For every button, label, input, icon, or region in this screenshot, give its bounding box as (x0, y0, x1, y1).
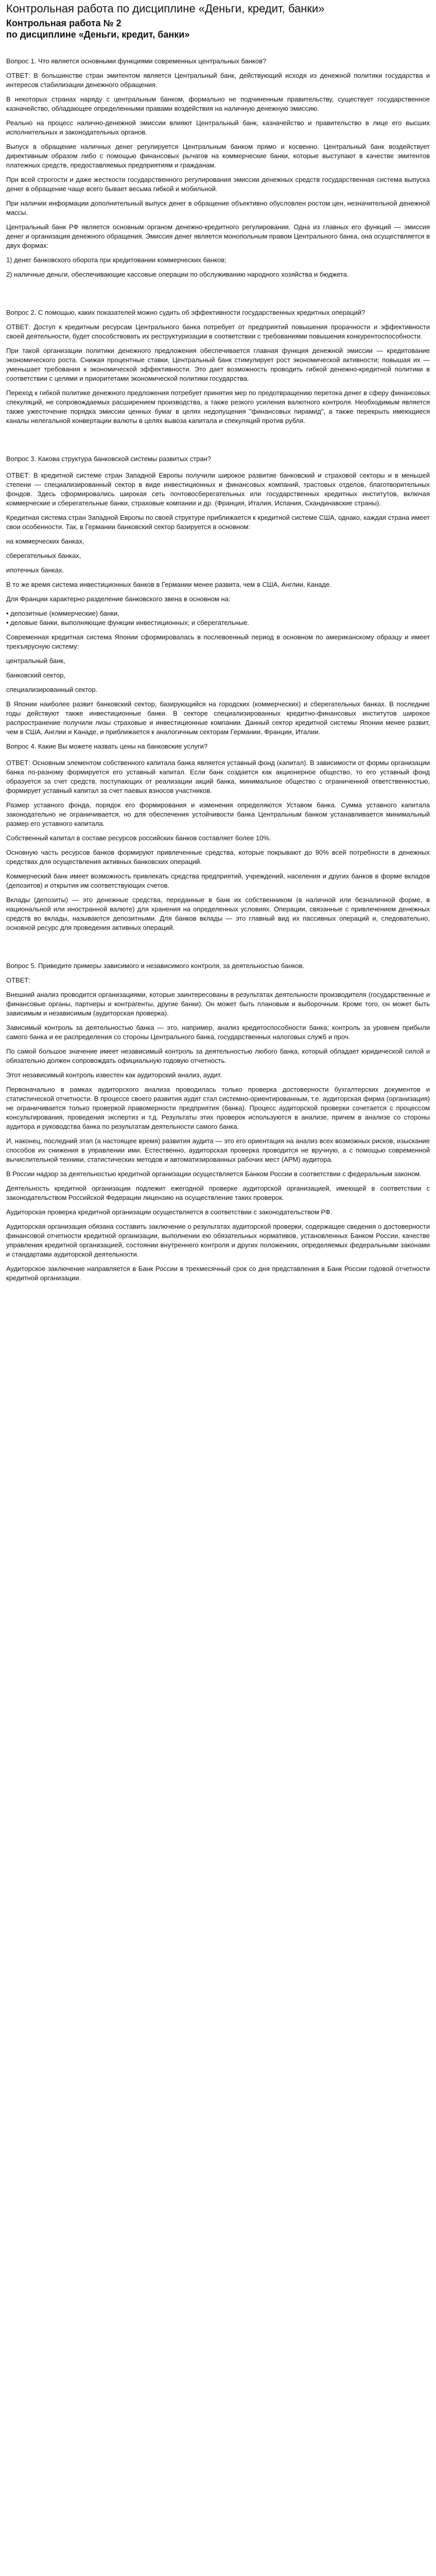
paragraph: При наличии информации дополнительный выпуск денег в обращение объективно обусловлен ростом цен, незначительной денежной массы. (6, 199, 430, 216)
paragraph: Выпуск в обращение наличных денег регулируется Центральным банком прямо и косвенно. Центральный банк воздействует директивным образом либо с помощью финансовых рычагов на коммерческие банки, которые выступают в качестве эмитентов платежных средств, предоставляемых предприятиям и гражданам. (6, 143, 430, 169)
document-subtitle: Контрольная работа № 2 (6, 18, 121, 28)
document-title: Контрольная работа по дисциплине «Деньги, кредит, банки» (6, 2, 325, 15)
paragraph: По самой большое значение имеет независимый контроль за деятельностью любого банка, который обладает юридической силой и обязательно должен сопровождать официальную годовую отчетность. (6, 1047, 430, 1064)
paragraph: 1) денег банковского оборота при кредитовании коммерческих банков; (6, 256, 226, 264)
paragraph: Аудиторская проверка кредитной организации осуществляется в соответствии с законодательством РФ. (6, 1208, 333, 1216)
paragraph: Размер уставного фонда, порядок его формирования и изменения определяются Уставом банка. Сумма уставного капитала законодательно не ограничивается, но для обеспечения устойчивости банка Центральным банком устанавливается минимальный размер его уставного капитала. (6, 801, 430, 827)
paragraph: Основную часть ресурсов банков формируют привлеченные средства, которые покрывают до 90% всей потребности в денежных средствах для осуществления активных банковских операций. (6, 849, 430, 866)
document-body (6, 57, 430, 1283)
paragraph: При всей строгости и даже жесткости государственного регулирования эмиссии денежных средств государственная система выпуска денег в обращение чаще всего бывает весьма гибкой и мобильной. (6, 176, 430, 193)
paragraph: Вклады (депозиты) — это денежные средства, переданные в банк их собственником (в наличной или безналичной форме, в национальной или иностранной валюте) для хранения на определенных условиях. Операции, связанные с привлечением денежных средств во вклады, называются депозитными. Для банков вклады — это главный вид их пассивных операций и, следовательно, основной ресурс для проведения активных операций. (6, 896, 430, 931)
paragraph: В Японии наиболее развит банковский сектор, базирующийся на городских (коммерческих) и сберегательных банках. В последние годы действуют также инвестиционные банки. В секторе специализированных кредитно-финансовых институтов широкое распространение получили лизы страховые и инвестиционные компании. Данный сектор кредитной системы Японии менее развит, чем в США, Англии и Канаде, и приближается к аналогичным секторам Германии, Франции, Италии. (6, 700, 430, 736)
paragraph: Этот независимый контроль известен как аудиторский анализ, аудит. (6, 1071, 222, 1079)
question-heading: Вопрос 1. Что является основными функциями современных центральных банков? (6, 57, 267, 65)
paragraph: При такой организации политики денежного предложения обеспечивается главная функция денежной эмиссии — кредитование экономического роста. Снижая процентные ставки, Центральный банк стимулирует рост экономической активности; повышая их — уменьшает требования к экономической эффективности. Это дает возможность проводить гибкой денежно-кредитной политики в соответствии с целями и приоритетами экономической политики государства. (6, 347, 430, 382)
paragraph: ипотечных банках. (6, 566, 64, 574)
paragraph: Коммерческий банк имеет возможность привлекать средства предприятий, учреждений, населения и других банков в форме вкладов (депозитов) и открытия им соответствующих счетов. (6, 872, 430, 889)
paragraph: Реально на процесс налично-денежной эмиссии влияют Центральный банк, казначейство и правительство в лице его высших исполнительных и законодательных органов. (6, 119, 430, 136)
question-heading: Вопрос 4. Какие Вы можете назвать цены на банковские услуги? (6, 742, 208, 750)
paragraph: центральный банк, (6, 657, 65, 665)
paragraph: В некоторых странах наряду с центральным банком, формально не подчиненным правительству, существует государственное казначейство, обладающее определенными правами воздействия на наличную денежную эмиссию. (6, 95, 430, 112)
answer-paragraph: ОТВЕТ: Доступ к кредитным ресурсам Центрального банка потребует от предприятий повышения прорачности и эффективности своей деятельности, будет способствовать их реструктуризации в соответствии с требованиями повышения конкурентоспособности. (6, 323, 430, 340)
answer-paragraph: ОТВЕТ: (6, 976, 30, 984)
paragraph: Аудиторская организация обязана составить заключение о результатах аудиторской проверки, содержащее сведения о достоверности финансовой отчетности кредитной организации, выполнении ею обязательных нормативов, установленных Банком России, качестве управления кредитной организацией, состоянии внутреннего контроля и других положениях, определяемых федеральными законами и стандартами аудиторской деятельности. (6, 1223, 430, 1258)
answer-paragraph: ОТВЕТ: Основным элементом собственного капитала банка является уставный фонд (капитал). В зависимости от формы организации банка по-разному формируется его уставный капитал. Если банк создается как акционерное общество, то его уставный фонд образуется за счет средств, поступающих от реализации акций банка, минимальное общество с ограниченной ответственностью, формирует уставный капитал за счет паевых взносов участников. (6, 759, 430, 794)
document-discipline: по дисциплине «Деньги, кредит, банки» (6, 29, 190, 40)
paragraph: В России надзор за деятельностью кредитной организации осуществляется Банком России в соответствии с федеральным законом. (6, 1170, 422, 1178)
paragraph: И, наконец, последний этап (а настоящее время) развития аудита — это его ориентация на анализ всех возможных рисков, изыскание способов их снижения в управлении ими. Естественно, аудиторская проверка проводится не вручную, а с помощью современной вычислительной техники, статистических методов и автоматизированных рабочих мест (АРМ) аудитора. (6, 1137, 430, 1163)
paragraph: 2) наличные деньги, обеспечивающие кассовые операции по обслуживанию народного хозяйства и бюджета. (6, 270, 349, 278)
bullet-list: • депозитные (коммерческие) банки, • деловые банки, выполняющие функции инвестиционных; и сберегательные. (6, 609, 250, 626)
paragraph: В то же время система инвестиционных банков в Германии менее развита, чем в США, Англии, Канаде. (6, 581, 332, 588)
paragraph: банковский сектор, (6, 671, 66, 679)
answer-paragraph: ОТВЕТ: В кредитной системе стран Западной Европы получили широкое развитие банковский и страховой секторы и в меньшей степени — специализированный сектор в виде инвестиционных и финансовых компаний, трастовых отделов, благотворительных фондов. Здесь сформировались широкая сеть почтовосберегательных или государственных кредитных институтов, включая коммерческие и сберегательные банки, страховые компании и др. (Франция, Италия, Испания, Скандинавские страны). (6, 471, 430, 507)
paragraph: Переход к гибкой политике денежного предложения потребует принятия мер по предотвращению перетока денег в сферу финансовых спекуляций, не сопровождаемых расширением производства, а также резкого усиления валютного контроля. Необходимым является также ужесточение порядка эмиссии ценных бумаг в целях недопущения "финансовых пирамид", а также перекрыть имеющиеся каналы нелегальной конвертации валюты в целях вывоза капитала и спекуляций против рубля. (6, 389, 430, 425)
paragraph: Для Франции характерно разделение банковского звена в основном на: (6, 595, 231, 603)
paragraph: Первоначально в рамках аудиторского анализа проводилась только проверка достоверности бухгалтерских документов и статистической отчетности. В процессе своего развития аудит стал системно-ориентированным, т.е. аудиторская фирма (организация) не ограничивается только проверкой правомерности предприятия (банка). Процесс аудиторской проверки сочетается с процессом консультирования, проведения экспертиз и т.д. Результаты этих проверок используются в анализе, причем в анализе со стороны аудитора и руководства банка по результатам деятельности самого банка. (6, 1086, 430, 1130)
paragraph: специализированный сектор. (6, 686, 98, 693)
answer-paragraph: ОТВЕТ: В большинстве стран эмитентом является Центральный банк, действующий исходя из денежной политики государства и интересов стабилизации денежного обращения. (6, 72, 430, 89)
question-heading: Вопрос 5. Приведите примеры зависимого и независимого контроля, за деятельностью банков. (6, 962, 305, 970)
paragraph: Аудиторское заключение направляется в Банк России в трехмесячный срок со дня представления в Банк России годовой отчетности кредитной организации. (6, 1265, 430, 1282)
paragraph: Кредитная система стран Западной Европы по своей структуре приближается к кредитной системе США, однако, каждая страна имеет свои особенности. Так, в Германии банковский сектор базируется в основном: (6, 514, 430, 531)
paragraph: Центральный банк РФ является основным органом денежно-кредитного регулирования. Одна из главных его функций — эмиссия денег и организация денежного обращения. Эмиссия денег является монопольным правом Центрального банка, она осуществляется в двух формах: (6, 223, 430, 249)
paragraph: Современная кредитная система Японии сформировалась в послевоенный период в основном по американскому образцу и имеет трехъярусную систему: (6, 633, 430, 650)
paragraph: Зависимый контроль за деятельностью банка — это, например, анализ кредитоспособности банка; контроль за уровнем прибыли самого банка и ее распределения со стороны Центрального банка, государственных налоговых служб и проч. (6, 1024, 430, 1041)
paragraph: Собственный капитал в составе ресурсов российских банков составляет более 10%. (6, 834, 271, 842)
paragraph: Внешний анализ проводится организациями, которые заинтересованы в результатах деятельности производителя (государственные и финансовые органы, партнеры и контрагенты, другие банки). Он может быть плановым и выборочным. Кроме того, он может быть зависимым и независимым (аудиторская проверка). (6, 991, 430, 1017)
paragraph: Деятельность кредитной организации подлежит ежегодной проверке аудиторской организацией, имеющей в соответствии с законодательством Российской Федерации лицензию на осуществление таких проверок. (6, 1184, 430, 1201)
question-heading: Вопрос 3. Какова структура банковской системы развитых стран? (6, 455, 212, 463)
paragraph: сберегательных банках, (6, 552, 81, 560)
question-heading: Вопрос 2. С помощью, каких показателей можно судить об эффективности государственных кредитных операций? (6, 309, 365, 316)
paragraph: на коммерческих банках, (6, 537, 84, 545)
